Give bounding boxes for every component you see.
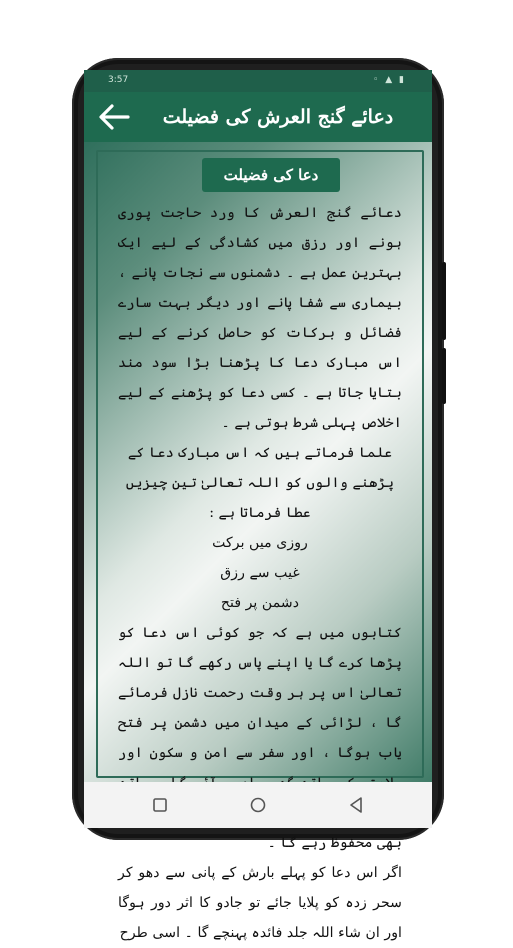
- section-heading: دعا کی فضیلت: [202, 158, 340, 192]
- paragraph: دعائے گنج العرش کا ورد حاجت پوری ہونے اور رزق میں کشادگی کے لیے ایک بہترین عمل ہے ۔ دشمنوں سے نجات پانے ، بیماری سے شفا پانے اور دیگر بہت سارے فضائل و برکات کو حاصل کرنے کے لیے اس مبارک دعا کا پڑھنا بڑا سود مند بتایا جاتا ہے ۔ کسی دعا کو پڑھنے کے لیے اخلاص پہلی شرط ہوتی ہے ۔: [118, 205, 402, 431]
- benefit-item: غیب سے رزق: [220, 565, 300, 581]
- article-text: [118, 198, 402, 941]
- status-icons: ◦ ▲ ▮: [373, 75, 406, 85]
- content-area[interactable]: [84, 142, 432, 941]
- status-time: 3:57: [108, 75, 129, 85]
- page-title: دعائے گنج العرش کی فضیلت: [162, 106, 394, 128]
- back-button[interactable]: [94, 101, 134, 133]
- triangle-back-icon: [343, 792, 369, 818]
- phone-side-button: [442, 262, 446, 340]
- app-bar: [84, 92, 432, 142]
- paragraph: علما فرماتے ہیں کہ اس مبارک دعا کے پڑھنے والوں کو اللہ تعالیٰ تین چیزیں عطا فرماتا ہے :: [125, 445, 395, 521]
- benefit-item: دشمن پر فتح: [220, 595, 300, 611]
- status-bar: [84, 70, 432, 92]
- circle-icon: [245, 792, 271, 818]
- content-frame: [96, 150, 424, 941]
- phone-side-button: [442, 348, 446, 404]
- back-nav-button[interactable]: [342, 792, 370, 818]
- phone-screen: [84, 70, 432, 941]
- home-button[interactable]: [244, 792, 272, 818]
- paragraph: کتابوں میں ہے کہ جو کوئی اس دعا کو پڑھا کرے گا یا اپنے پاس رکھے گا تو اللہ تعالیٰ اس پر ہر وقت رحمت نازل فرمائے گا ، لڑائی کے میدان میں دشمن پر فتح یاب ہوگا ، اور سفر سے امن و سکون اور بھی محفوظ رہے گا ۔: [118, 625, 402, 851]
- paragraph: اگر اس دعا کو پہلے بارش کے پانی سے دھو کر سحر زدہ کو پلایا جائے تو جادو کا اثر دور ہوگا اور ان شاء اللہ جلد فائدہ پہنچے گا ۔ اسی طرح: [118, 865, 402, 941]
- recents-button[interactable]: [146, 792, 174, 818]
- square-icon: [147, 792, 173, 818]
- navigation-bar: [84, 782, 432, 828]
- arrow-left-icon: [94, 101, 134, 133]
- benefit-item: روزی میں برکت: [212, 535, 308, 551]
